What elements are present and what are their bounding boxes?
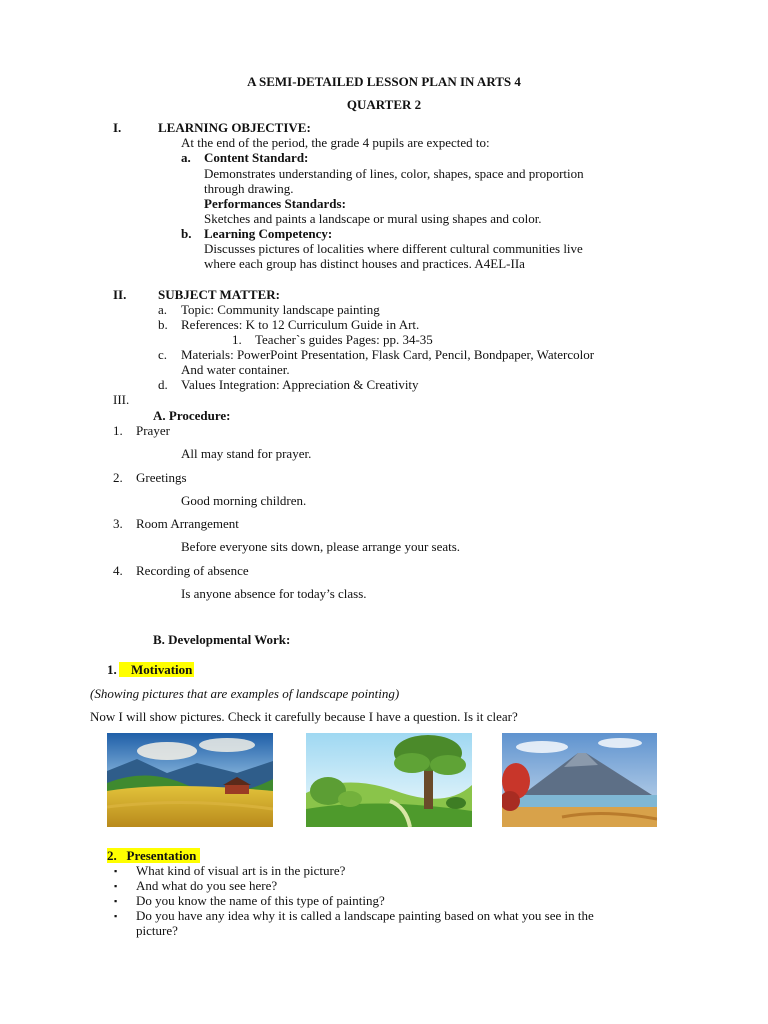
objective-intro: At the end of the period, the grade 4 pupils are expected to:: [181, 135, 490, 150]
section-1-heading: LEARNING OBJECTIVE:: [158, 120, 311, 135]
motivation-label: 1.: [107, 662, 117, 677]
subject-b-label: b.: [158, 317, 168, 332]
procedure-heading: A. Procedure:: [153, 408, 231, 423]
learning-competency-text-2: where each group has distinct houses and practices. A4EL-IIa: [204, 256, 525, 271]
step-2-title: Greetings: [136, 470, 187, 485]
question-3: Do you know the name of this type of painting?: [136, 893, 385, 908]
subject-references: References: K to 12 Curriculum Guide in Art.: [181, 317, 420, 332]
step-3-title: Room Arrangement: [136, 516, 239, 531]
learning-competency-label: b.: [181, 226, 192, 241]
step-1-label: 1.: [113, 423, 123, 438]
step-4-label: 4.: [113, 563, 123, 578]
learning-competency-title: Learning Competency:: [204, 226, 333, 241]
quarter-label: QUARTER 2: [346, 97, 422, 112]
content-standard-label: a.: [181, 150, 191, 165]
presentation-heading: [107, 848, 200, 863]
developmental-work-heading: B. Developmental Work:: [153, 632, 291, 647]
presentation-label: 2.: [107, 848, 117, 863]
question-2: And what do you see here?: [136, 878, 278, 893]
content-standard-text-1: Demonstrates understanding of lines, color, shapes, space and proportion: [204, 166, 584, 181]
question-4: Do you have any idea why it is called a landscape painting based on what you see in the: [136, 908, 594, 923]
section-3-number: III.: [113, 392, 130, 407]
landscape-picture-3: [502, 733, 657, 827]
bullet-4: ▪: [114, 911, 118, 921]
section-1-number: I.: [113, 120, 122, 135]
bullet-1: ▪: [114, 866, 118, 876]
bullet-2: ▪: [114, 881, 118, 891]
step-3-label: 3.: [113, 516, 123, 531]
step-4-text: Is anyone absence for today’s class.: [181, 586, 367, 601]
section-2-heading: SUBJECT MATTER:: [158, 287, 280, 302]
performance-standards-title: Performances Standards:: [204, 196, 346, 211]
subject-b1-label: 1.: [232, 332, 242, 347]
subject-d-label: d.: [158, 377, 168, 392]
presentation-title: Presentation: [126, 848, 197, 863]
learning-competency-text-1: Discusses pictures of localities where different cultural communities live: [204, 241, 583, 256]
motivation-text: Now I will show pictures. Check it carefully because I have a question. Is it clear?: [90, 709, 518, 724]
subject-materials-1: Materials: PowerPoint Presentation, Flask Card, Pencil, Bondpaper, Watercolor: [181, 347, 595, 362]
landscape-picture-1: [107, 733, 273, 827]
question-4-continued: picture?: [136, 923, 178, 938]
step-2-label: 2.: [113, 470, 123, 485]
content-standard-title: Content Standard:: [204, 150, 309, 165]
subject-teacher-guide: Teacher`s guides Pages: pp. 34-35: [255, 332, 433, 347]
motivation-note: (Showing pictures that are examples of landscape pointing): [90, 686, 400, 701]
landscape-picture-2: [306, 733, 472, 827]
section-2-number: II.: [113, 287, 127, 302]
content-standard-text-2: through drawing.: [204, 181, 294, 196]
step-4-title: Recording of absence: [136, 563, 249, 578]
step-3-text: Before everyone sits down, please arrange your seats.: [181, 539, 461, 554]
subject-values: Values Integration: Appreciation & Creativity: [181, 377, 419, 392]
subject-a-label: a.: [158, 302, 168, 317]
bullet-3: ▪: [114, 896, 118, 906]
motivation-heading: Motivation: [119, 662, 194, 677]
step-1-title: Prayer: [136, 423, 170, 438]
performance-standards-text: Sketches and paints a landscape or mural using shapes and color.: [204, 211, 542, 226]
document-title: A SEMI-DETAILED LESSON PLAN IN ARTS 4: [247, 74, 521, 89]
step-1-text: All may stand for prayer.: [181, 446, 312, 461]
question-1: What kind of visual art is in the picture?: [136, 863, 346, 878]
subject-topic: Topic: Community landscape painting: [181, 302, 380, 317]
subject-c-label: c.: [158, 347, 168, 362]
subject-materials-2: And water container.: [181, 362, 290, 377]
step-2-text: Good morning children.: [181, 493, 307, 508]
